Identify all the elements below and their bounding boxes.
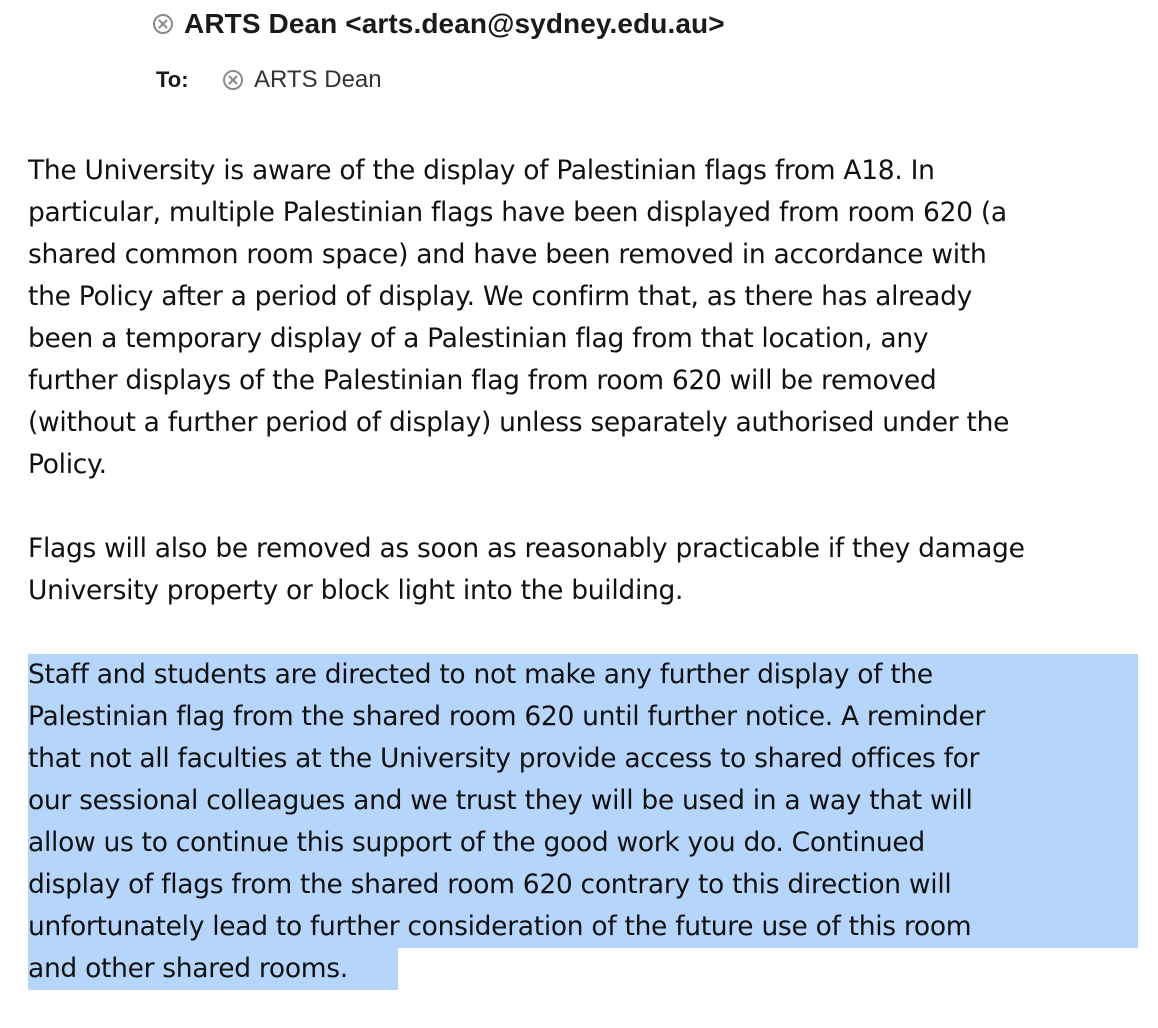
selected-line: Palestinian flag from the shared room 620 until further notice. A reminder bbox=[28, 696, 1138, 738]
selected-line: Staff and students are directed to not make any further display of the bbox=[28, 654, 1138, 696]
sender-address[interactable]: ARTS Dean <arts.dean@sydney.edu.au> bbox=[184, 8, 725, 39]
body-line: University property or block light into the building. bbox=[28, 575, 684, 606]
selected-line: unfortunately lead to further consideration of the future use of this room bbox=[28, 906, 1138, 948]
remove-circle-icon[interactable] bbox=[222, 69, 244, 91]
body-line: the Policy after a period of display. We confirm that, as there has already bbox=[28, 281, 973, 312]
email-header bbox=[0, 0, 1158, 110]
selected-line: and other shared rooms. bbox=[28, 948, 398, 990]
remove-circle-icon[interactable] bbox=[152, 13, 174, 35]
body-line: further displays of the Palestinian flag from room 620 will be removed bbox=[28, 365, 937, 396]
body-line: Flags will also be removed as soon as reasonably practicable if they damage bbox=[28, 533, 1025, 564]
selected-line: display of flags from the shared room 620 contrary to this direction will bbox=[28, 864, 1138, 906]
body-paragraph-3-selected[interactable] bbox=[28, 654, 1148, 990]
body-line: (without a further period of display) unless separately authorised under the bbox=[28, 407, 1010, 438]
to-label: To: bbox=[156, 67, 189, 92]
selected-line: our sessional colleagues and we trust they will be used in a way that will bbox=[28, 780, 1138, 822]
paragraph-spacer bbox=[28, 612, 1148, 654]
paragraph-spacer bbox=[28, 486, 1148, 528]
body-line: been a temporary display of a Palestinian flag from that location, any bbox=[28, 323, 929, 354]
body-line: particular, multiple Palestinian flags have been displayed from room 620 (a bbox=[28, 197, 1007, 228]
selected-line: allow us to continue this support of the good work you do. Continued bbox=[28, 822, 1138, 864]
body-line: The University is aware of the display of Palestinian flags from A18. In bbox=[28, 155, 935, 186]
recipient-name[interactable]: ARTS Dean bbox=[254, 66, 382, 93]
body-paragraph-2 bbox=[28, 528, 1148, 612]
to-row bbox=[156, 60, 382, 100]
body-paragraph-1 bbox=[28, 150, 1148, 486]
selected-line: that not all faculties at the University provide access to shared offices for bbox=[28, 738, 1138, 780]
body-line: Policy. bbox=[28, 449, 107, 480]
from-row bbox=[152, 4, 725, 44]
body-line: shared common room space) and have been removed in accordance with bbox=[28, 239, 987, 270]
email-body bbox=[28, 150, 1148, 990]
